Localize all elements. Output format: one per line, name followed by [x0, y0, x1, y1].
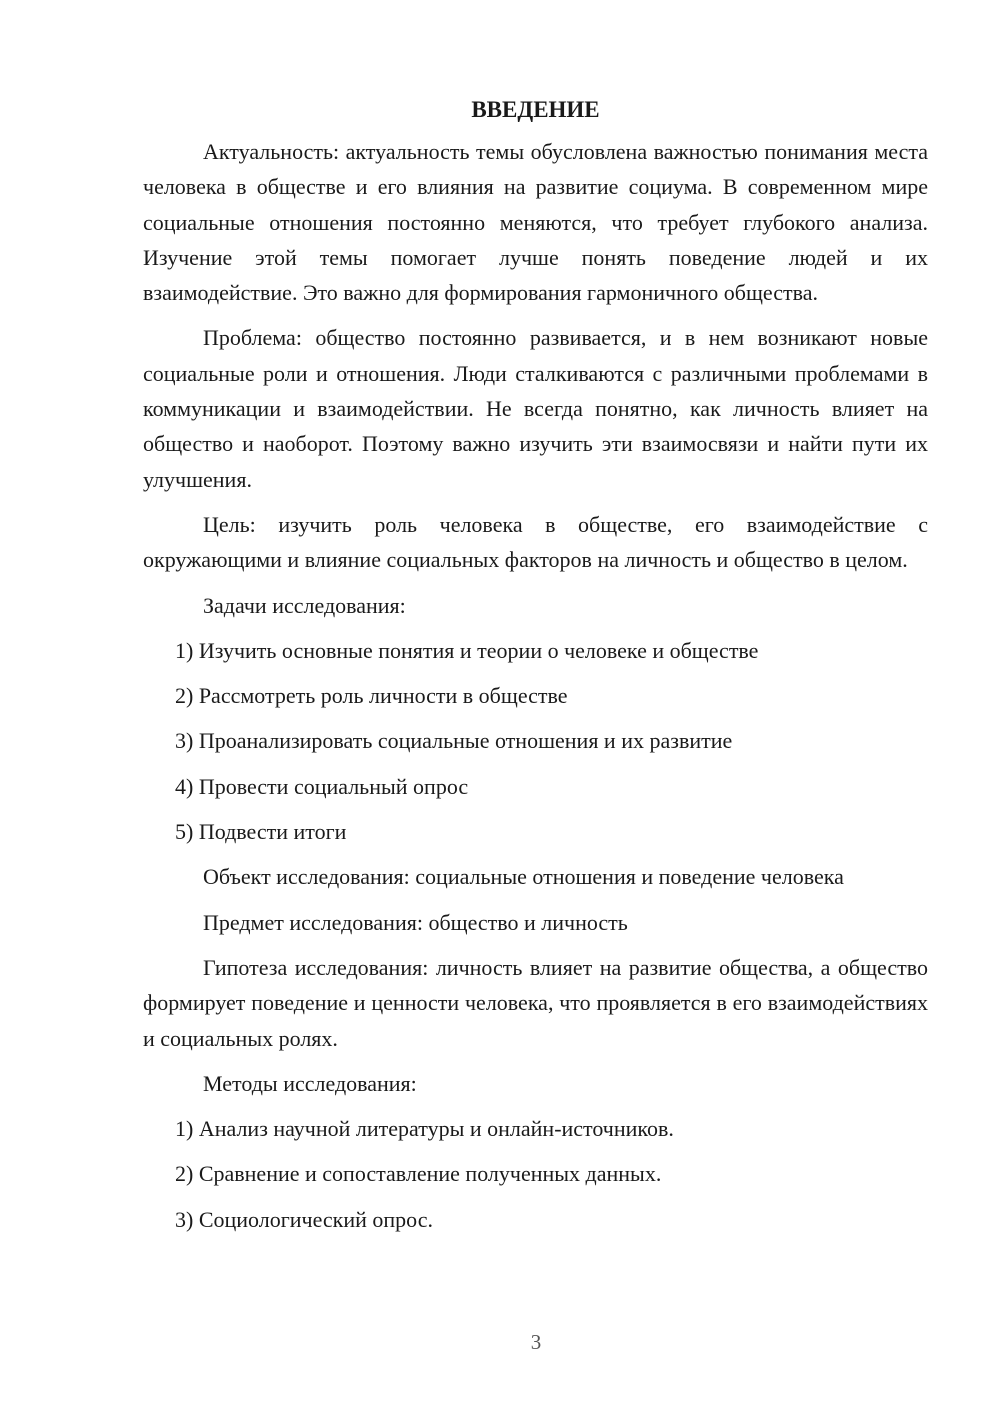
page-number: 3 — [530, 1330, 542, 1354]
page-title: ВВЕДЕНИЕ — [471, 97, 600, 122]
goal-paragraph: Цель: изучить роль человека в обществе, его взаимодействие с окружающими и влияние социальных факторов на личность и общество в целом. — [143, 511, 928, 573]
object-line: Объект исследования: социальные отношения и поведение человека — [203, 864, 844, 890]
method-item: 3) Социологический опрос. — [175, 1206, 433, 1232]
method-item: 1) Анализ научной литературы и онлайн-источников. — [175, 1116, 674, 1142]
problem-paragraph: Проблема: общество постоянно развивается, и в нем возникают новые социальные роли и отношения. Люди сталкиваются с различными проблемами в коммуникации и взаимодействии. Не всегда понятно, как личность влияет на общество и наоборот. Поэтому важно изучить эти взаимосвязи и найти пути их улучшения. — [143, 325, 928, 492]
task-item: 5) Подвести итоги — [175, 819, 347, 845]
tasks-heading: Задачи исследования: — [203, 592, 406, 618]
task-item: 1) Изучить основные понятия и теории о человеке и обществе — [175, 637, 759, 663]
methods-heading: Методы исследования: — [203, 1070, 417, 1096]
page-content — [143, 92, 928, 1247]
hypothesis-paragraph: Гипотеза исследования: личность влияет на развитие общества, а общество формирует поведение и ценности человека, что проявляется в его взаимодействиях и социальных ролях. — [143, 954, 928, 1051]
subject-line: Предмет исследования: общество и личность — [203, 909, 628, 935]
relevance-paragraph: Актуальность: актуальность темы обусловлена важностью понимания места человека в обществе и его влияния на развитие социума. В современном мире социальные отношения постоянно меняются, что требует глубокого анализа. Изучение этой темы помогает лучше понять поведение людей и их взаимодействие. Это важно для формирования гармоничного общества. — [143, 139, 928, 306]
task-item: 2) Рассмотреть роль личности в обществе — [175, 683, 568, 709]
task-item: 3) Проанализировать социальные отношения и их развитие — [175, 728, 733, 754]
task-item: 4) Провести социальный опрос — [175, 773, 469, 799]
method-item: 2) Сравнение и сопоставление полученных данных. — [175, 1161, 662, 1187]
